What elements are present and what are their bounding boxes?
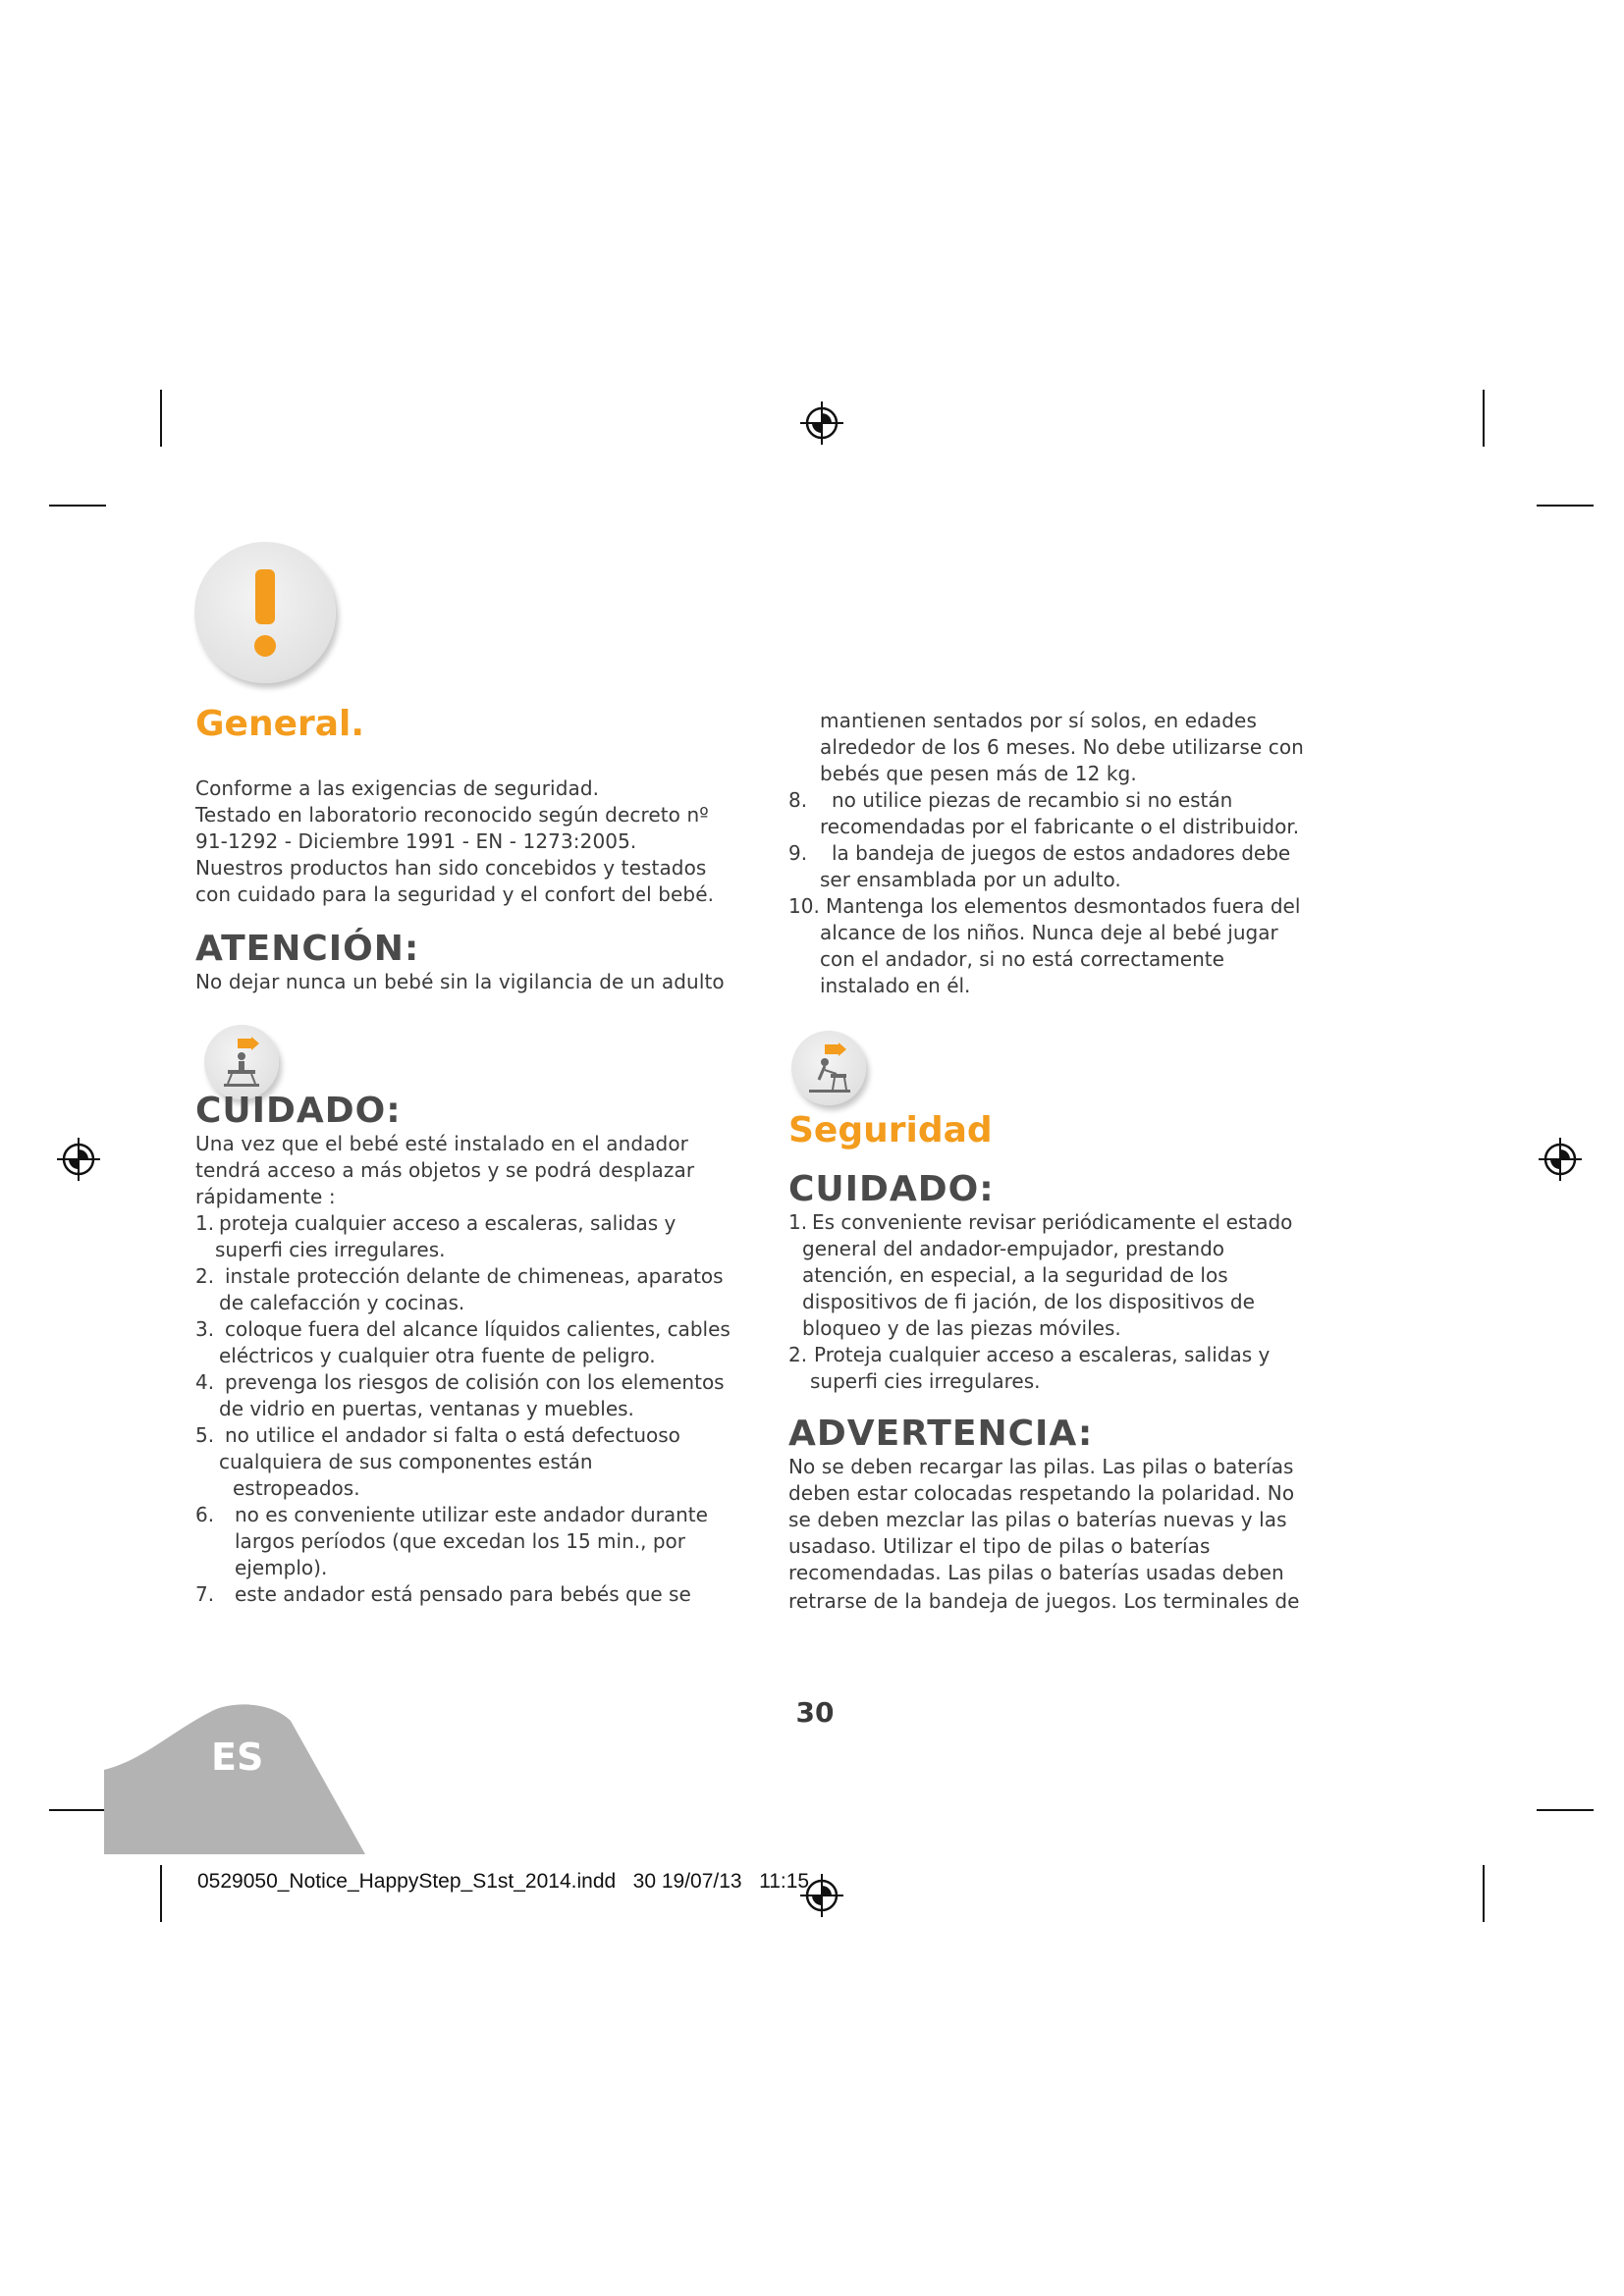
warning-icon xyxy=(194,542,336,683)
registration-mark-icon xyxy=(798,400,845,447)
crop-mark xyxy=(49,505,106,507)
general-paragraph xyxy=(195,775,765,908)
list-item xyxy=(195,1369,775,1422)
item-number: 9. xyxy=(788,841,808,865)
item-number: 4. xyxy=(195,1370,215,1394)
item-number: 1. xyxy=(195,1211,215,1235)
crop-mark xyxy=(160,390,162,447)
crop-mark xyxy=(160,1865,162,1922)
text-line: dispositivos de fi jación, de los dispositivos de xyxy=(802,1290,1255,1313)
text-line: recomendadas por el fabricante o el distribuidor. xyxy=(820,815,1300,838)
item-number: 1. xyxy=(788,1210,808,1234)
item-number: 2. xyxy=(195,1264,215,1288)
crop-mark xyxy=(1537,1809,1594,1811)
text-line: general del andador-empujador, prestando xyxy=(802,1237,1225,1260)
text-line: bloqueo y de las piezas móviles. xyxy=(802,1316,1121,1340)
item-number: 7. xyxy=(195,1582,215,1606)
item-number: 8. xyxy=(788,788,808,812)
text-line: atención, en especial, a la seguridad de los xyxy=(802,1263,1228,1287)
text-line: ser ensamblada por un adulto. xyxy=(820,868,1121,891)
text-line: la bandeja de juegos de estos andadores debe xyxy=(832,841,1291,865)
list-item xyxy=(788,1209,1338,1342)
cuidado-list xyxy=(195,1210,775,1608)
page-number: 30 xyxy=(795,1696,835,1729)
text-line: Conforme a las exigencias de seguridad. xyxy=(195,776,600,800)
text-line: recomendadas. Las pilas o baterías usadas deben xyxy=(788,1561,1284,1584)
text-line: Es conveniente revisar periódicamente el estado xyxy=(812,1210,1293,1234)
text-line: no utilice el andador si falta o está defectuoso xyxy=(225,1423,680,1447)
text-line: instale protección delante de chimeneas, aparatos xyxy=(225,1264,724,1288)
text-line: estropeados. xyxy=(233,1476,360,1500)
text-line: largos períodos (que excedan los 15 min., por xyxy=(235,1529,685,1553)
item-number: 10. xyxy=(788,894,820,918)
text-line: con cuidado para la seguridad y el confort del bebé. xyxy=(195,882,715,906)
seguridad-list xyxy=(788,1209,1338,1395)
list-item xyxy=(195,1502,775,1581)
text-line: 91-1292 - Diciembre 1991 - EN - 1273:2005. xyxy=(195,829,637,853)
text-line: alrededor de los 6 meses. No debe utilizarse con xyxy=(820,735,1304,759)
footer-slug: 0529050_Notice_HappyStep_S1st_2014.indd 30 19/07/13 11:15 xyxy=(197,1870,810,1893)
crop-mark xyxy=(1483,390,1485,447)
cuidado-title: CUIDADO: xyxy=(195,1091,402,1131)
atencion-text: No dejar nunca un bebé sin la vigilancia de un adulto xyxy=(195,970,725,993)
text-line: proteja cualquier acceso a escaleras, salidas y xyxy=(219,1211,677,1235)
atencion-title: ATENCIÓN: xyxy=(195,929,420,969)
text-line: retrarse de la bandeja de juegos. Los terminales de xyxy=(788,1589,1300,1613)
text-line: cualquiera de sus componentes están xyxy=(219,1450,593,1473)
text-line: de calefacción y cocinas. xyxy=(219,1291,465,1314)
general-title: General. xyxy=(195,704,365,744)
item-number: 2. xyxy=(788,1343,808,1366)
item-number: 3. xyxy=(195,1317,215,1341)
text-line: No se deben recargar las pilas. Las pilas o baterías xyxy=(788,1455,1294,1478)
text-line: ejemplo). xyxy=(235,1556,328,1579)
text-line: Una vez que el bebé esté instalado en el andador xyxy=(195,1132,689,1155)
text-line: rápidamente : xyxy=(195,1185,336,1208)
list-item xyxy=(195,1422,775,1502)
text-line: usadaso. Utilizar el tipo de pilas o baterías xyxy=(788,1534,1211,1558)
list-item xyxy=(195,1263,775,1316)
text-line: alcance de los niños. Nunca deje al bebé jugar xyxy=(820,921,1278,944)
list-item xyxy=(195,1581,775,1608)
list-item xyxy=(195,1316,775,1369)
text-line: con el andador, si no está correctamente xyxy=(820,947,1224,971)
text-line: no utilice piezas de recambio si no están xyxy=(832,788,1233,812)
list-item xyxy=(788,1342,1338,1395)
text-line: deben estar colocadas respetando la polaridad. No xyxy=(788,1481,1295,1505)
item-number: 6. xyxy=(195,1503,215,1526)
text-line: instalado en él. xyxy=(820,974,971,997)
registration-mark-icon xyxy=(1537,1136,1584,1183)
crop-mark xyxy=(1537,505,1594,507)
text-line: Nuestros productos han sido concebidos y testados xyxy=(195,856,707,880)
registration-mark-icon xyxy=(55,1136,102,1183)
seguridad-title: Seguridad xyxy=(788,1110,993,1150)
walker-child-icon xyxy=(204,1025,279,1099)
text-line: Mantenga los elementos desmontados fuera del xyxy=(826,894,1301,918)
advertencia-title: ADVERTENCIA: xyxy=(788,1414,1094,1454)
text-line: prevenga los riesgos de colisión con los elementos xyxy=(225,1370,725,1394)
right-top-list xyxy=(788,787,1338,999)
cuidado-title: CUIDADO: xyxy=(788,1169,995,1209)
text-line: coloque fuera del alcance líquidos calientes, cables xyxy=(225,1317,731,1341)
walker-child-icon xyxy=(791,1031,866,1105)
text-line: bebés que pesen más de 12 kg. xyxy=(820,762,1137,785)
item-number: 5. xyxy=(195,1423,215,1447)
right-seguridad-section xyxy=(788,1109,1338,1615)
text-line: de vidrio en puertas, ventanas y muebles. xyxy=(219,1397,634,1420)
left-cuidado-section xyxy=(195,1092,775,1608)
crop-mark xyxy=(1483,1865,1485,1922)
text-line: no es conveniente utilizar este andador durante xyxy=(235,1503,708,1526)
text-line: Proteja cualquier acceso a escaleras, salidas y xyxy=(814,1343,1271,1366)
text-line: superfi cies irregulares. xyxy=(215,1238,446,1261)
right-column-top xyxy=(788,708,1338,999)
text-line: eléctricos y cualquier otra fuente de peligro. xyxy=(219,1344,656,1367)
crop-mark xyxy=(49,1809,106,1811)
text-line: se deben mezclar las pilas o baterías nuevas y las xyxy=(788,1508,1287,1531)
text-line: tendrá acceso a más objetos y se podrá desplazar xyxy=(195,1158,695,1182)
text-line: Testado en laboratorio reconocido según decreto nº xyxy=(195,803,709,827)
text-line: mantienen sentados por sí solos, en edades xyxy=(820,709,1257,732)
language-tab-label: ES xyxy=(211,1735,264,1779)
list-item xyxy=(788,787,1338,840)
text-line: superfi cies irregulares. xyxy=(810,1369,1041,1393)
text-line: este andador está pensado para bebés que se xyxy=(235,1582,691,1606)
list-item xyxy=(788,893,1338,999)
left-column xyxy=(195,703,765,995)
list-item xyxy=(788,840,1338,893)
list-item xyxy=(195,1210,775,1263)
